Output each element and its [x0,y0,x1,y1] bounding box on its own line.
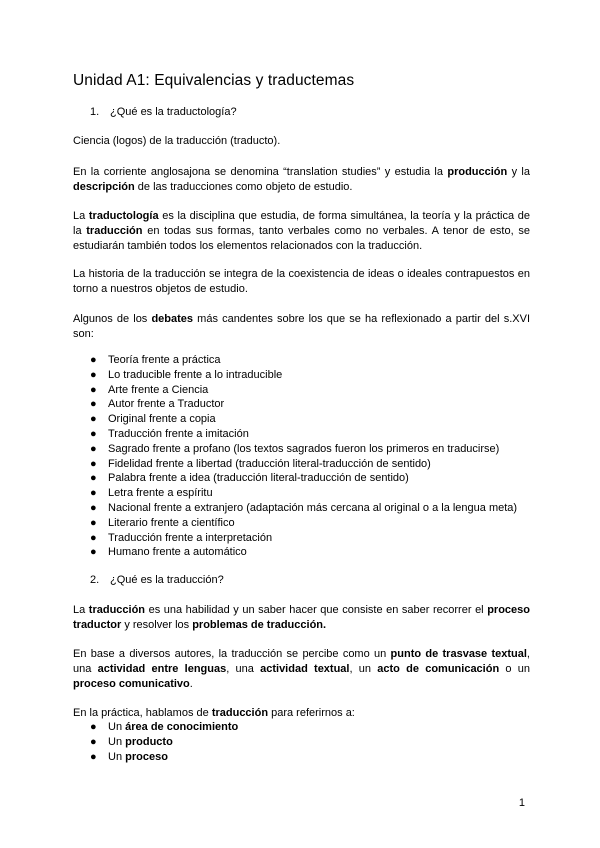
bullet-icon: ● [90,427,97,440]
paragraph-traduccion: La traducción es una habilidad y un saber hacer que consiste en saber recorrer el proceso traductor y resolver los problemas de traducción. [73,604,530,631]
list-item-prefix: Un [108,750,126,763]
list-item [90,368,517,383]
list-item-text: Letra frente a espíritu [108,487,213,500]
section-heading-2 [90,574,224,586]
bullet-icon: ● [90,383,97,396]
bullet-icon: ● [90,516,97,529]
list-item-prefix: Un [108,735,126,748]
list-item-text: Lo traducible frente a lo intraducible [108,368,283,381]
bullet-icon: ● [90,398,97,411]
section-number: 1. [90,106,100,118]
bullet-icon: ● [90,487,97,500]
list-item [90,720,238,735]
paragraph-debates-intro: Algunos de los debates más candentes sobre los que se ha reflexionado a partir del s.XVI son: [73,313,531,340]
bullet-icon: ● [90,472,97,485]
bullet-icon: ● [90,735,97,748]
debates-list [90,353,517,560]
list-item-text: Teoría frente a práctica [108,354,221,366]
list-item [90,412,517,427]
list-item-text: Nacional frente a extranjero (adaptación más cercana al original o a la lengua meta) [108,501,518,514]
list-item-text: Humano frente a automático [108,546,247,559]
list-item-text: Palabra frente a idea (traducción literal-traducción de sentido) [108,472,409,485]
list-item [90,735,238,750]
list-item [90,471,517,486]
list-item-text: Original frente a copia [108,413,216,426]
list-item-term: proceso [125,750,168,763]
document-title: Unidad A1: Equivalencias y traductemas [73,72,355,89]
paragraph-autores: En base a diversos autores, la traducción se percibe como un punto de trasvase textual, una actividad entre lenguas, una actividad textual, un acto de comunicación o un proceso comunicativo. [73,648,530,690]
bullet-icon: ● [90,501,97,514]
list-item [90,427,517,442]
list-item-text: Literario frente a científico [108,516,235,529]
list-item-text: Autor frente a Traductor [108,398,225,411]
list-item [90,486,517,501]
list-item [90,531,517,546]
list-item [90,750,238,765]
bullet-icon: ● [90,368,97,381]
list-item-text: Traducción frente a imitación [108,427,249,440]
list-item [90,501,517,516]
paragraph-history: La historia de la traducción se integra de la coexistencia de ideas o ideales contrapuestos en torno a nuestros objetos de estudio. [73,268,530,295]
list-item-text: Sagrado frente a profano (los textos sagrados fueron los primeros en traducirse) [108,442,500,455]
list-item [90,516,517,531]
list-item-text: Arte frente a Ciencia [108,383,209,396]
bullet-icon: ● [90,457,97,470]
paragraph-traductologia: La traductología es la disciplina que estudia, de forma simultánea, la teoría y la práctica de la traducción en todas sus formas, tanto verbales como no verbales. A tenor de esto, se estudiarán también todos los elementos relacionados con la traducción. [73,210,531,252]
list-item-term: producto [125,735,173,748]
list-item [90,545,517,560]
uses-list [90,720,238,764]
bullet-icon: ● [90,442,97,455]
list-item [90,383,517,398]
list-item [90,442,517,457]
section-heading-1 [90,106,237,118]
bullet-icon: ● [90,750,97,763]
page-number: 1 [518,797,525,809]
list-item [90,397,517,412]
paragraph-anglosaxon: En la corriente anglosajona se denomina “translation studies” y estudia la producción y la descripción de las traducciones como objeto de estudio. [73,166,530,193]
section-heading-text: ¿Qué es la traductología? [110,106,237,118]
paragraph-definition: Ciencia (logos) de la traducción (traducto). [73,135,281,147]
paragraph-practica: En la práctica, hablamos de traducción para referirnos a: [73,707,355,719]
list-item [90,353,517,368]
list-item-prefix: Un [108,721,126,733]
section-heading-text: ¿Qué es la traducción? [110,574,224,586]
list-item-text: Fidelidad frente a libertad (traducción literal-traducción de sentido) [108,457,431,470]
list-item-text: Traducción frente a interpretación [108,531,273,544]
bullet-icon: ● [90,721,97,733]
list-item [90,457,517,472]
section-number: 2. [90,574,100,586]
bullet-icon: ● [90,413,97,426]
bullet-icon: ● [90,546,97,559]
bullet-icon: ● [90,531,97,544]
list-item-term: área de conocimiento [125,721,239,733]
bullet-icon: ● [90,354,97,366]
